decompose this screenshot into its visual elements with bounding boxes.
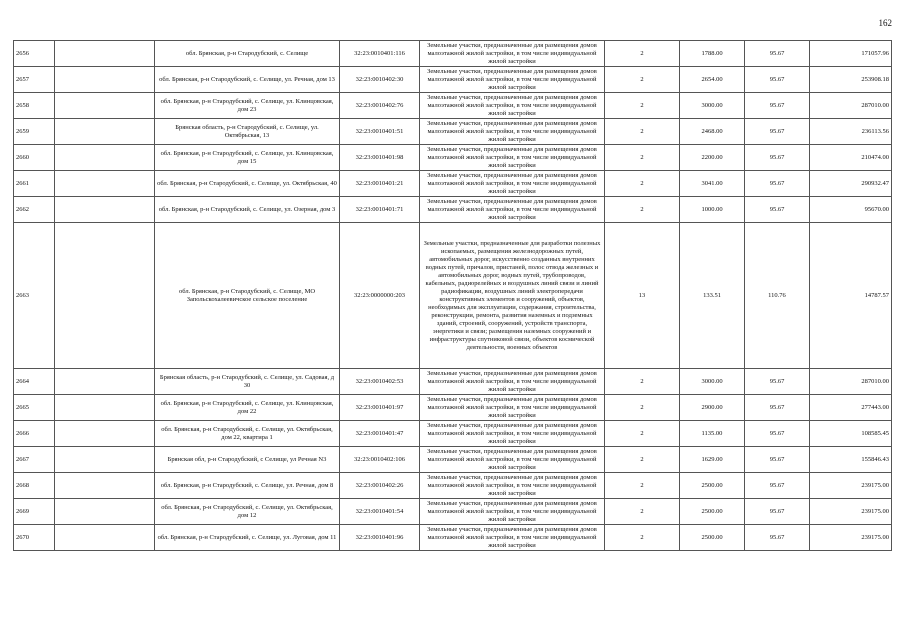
- rate-cell: 95.67: [745, 171, 810, 197]
- cadastral-number-cell: 32:23:0010401:51: [340, 119, 420, 145]
- cadastral-value-cell: 95670.00: [810, 197, 892, 223]
- row-number: 2668: [14, 473, 55, 499]
- cadastral-value-cell: 155846.43: [810, 447, 892, 473]
- empty-cell: [55, 145, 155, 171]
- area-cell: 1135.00: [680, 421, 745, 447]
- table-row: [14, 93, 892, 119]
- rate-cell: 95.67: [745, 395, 810, 421]
- cadastral-value-cell: 171057.96: [810, 41, 892, 67]
- category-code-cell: 2: [605, 41, 680, 67]
- cadastral-number-cell: 32:23:0010401:97: [340, 395, 420, 421]
- cadastral-value-cell: 14787.57: [810, 223, 892, 369]
- area-cell: 1629.00: [680, 447, 745, 473]
- address-cell: Брянская область, р-н Стародубский, с. Селище, ул. Садовая, д 30: [155, 369, 340, 395]
- area-cell: 3000.00: [680, 369, 745, 395]
- area-cell: 2500.00: [680, 473, 745, 499]
- cadastral-value-cell: 287010.00: [810, 369, 892, 395]
- land-use-cell: Земельные участки, предназначенные для размещения домов малоэтажной жилой застройки, в том числе индивидуальной жилой застройки: [420, 395, 605, 421]
- cadastral-number-cell: 32:23:0000000:203: [340, 223, 420, 369]
- area-cell: 2200.00: [680, 145, 745, 171]
- table-row: [14, 395, 892, 421]
- cadastral-value-cell: 239175.00: [810, 499, 892, 525]
- row-number: 2665: [14, 395, 55, 421]
- rate-cell: 95.67: [745, 119, 810, 145]
- cadastral-number-cell: 32:23:0010402:106: [340, 447, 420, 473]
- rate-cell: 95.67: [745, 41, 810, 67]
- table-row: [14, 223, 892, 369]
- row-number: 2658: [14, 93, 55, 119]
- cadastral-value-cell: 108585.45: [810, 421, 892, 447]
- row-number: 2659: [14, 119, 55, 145]
- address-cell: обл. Брянская, р-н Стародубский, с. Селище, ул. Октябрьская, дом 12: [155, 499, 340, 525]
- table-row: [14, 197, 892, 223]
- table-row: [14, 525, 892, 551]
- cadastral-number-cell: 32:23:0010401:54: [340, 499, 420, 525]
- row-number: 2656: [14, 41, 55, 67]
- area-cell: 2654.00: [680, 67, 745, 93]
- empty-cell: [55, 223, 155, 369]
- row-number: 2670: [14, 525, 55, 551]
- land-use-cell: Земельные участки, предназначенные для размещения домов малоэтажной жилой застройки, в том числе индивидуальной жилой застройки: [420, 197, 605, 223]
- category-code-cell: 2: [605, 395, 680, 421]
- cadastral-number-cell: 32:23:0010401:98: [340, 145, 420, 171]
- land-use-cell: Земельные участки, предназначенные для размещения домов малоэтажной жилой застройки, в том числе индивидуальной жилой застройки: [420, 473, 605, 499]
- table-row: [14, 473, 892, 499]
- cadastral-number-cell: 32:23:0010401:47: [340, 421, 420, 447]
- row-number: 2664: [14, 369, 55, 395]
- address-cell: обл. Брянская, р-н Стародубский, с. Селище, ул. Клинцовская, дом 15: [155, 145, 340, 171]
- area-cell: 133.51: [680, 223, 745, 369]
- area-cell: 2900.00: [680, 395, 745, 421]
- empty-cell: [55, 119, 155, 145]
- address-cell: обл. Брянская, р-н Стародубский, с. Селище, ул. Речная, дом 13: [155, 67, 340, 93]
- empty-cell: [55, 197, 155, 223]
- row-number: 2667: [14, 447, 55, 473]
- empty-cell: [55, 171, 155, 197]
- row-number: 2662: [14, 197, 55, 223]
- rate-cell: 95.67: [745, 145, 810, 171]
- empty-cell: [55, 473, 155, 499]
- page-number: 162: [878, 18, 892, 28]
- land-use-cell: Земельные участки, предназначенные для размещения домов малоэтажной жилой застройки, в том числе индивидуальной жилой застройки: [420, 447, 605, 473]
- area-cell: 2500.00: [680, 499, 745, 525]
- category-code-cell: 2: [605, 197, 680, 223]
- empty-cell: [55, 421, 155, 447]
- cadastral-value-cell: 290932.47: [810, 171, 892, 197]
- cadastral-registry-table: [13, 40, 892, 551]
- registry-table-body: [14, 41, 892, 551]
- category-code-cell: 2: [605, 93, 680, 119]
- table-row: [14, 171, 892, 197]
- cadastral-number-cell: 32:23:0010402:26: [340, 473, 420, 499]
- cadastral-number-cell: 32:23:0010402:53: [340, 369, 420, 395]
- row-number: 2669: [14, 499, 55, 525]
- area-cell: 1788.00: [680, 41, 745, 67]
- cadastral-value-cell: 239175.00: [810, 473, 892, 499]
- empty-cell: [55, 499, 155, 525]
- empty-cell: [55, 395, 155, 421]
- address-cell: обл. Брянская, р-н Стародубский, с. Селище, ул. Речная, дом 8: [155, 473, 340, 499]
- land-use-cell: Земельные участки, предназначенные для размещения домов малоэтажной жилой застройки, в том числе индивидуальной жилой застройки: [420, 421, 605, 447]
- category-code-cell: 2: [605, 145, 680, 171]
- empty-cell: [55, 41, 155, 67]
- empty-cell: [55, 93, 155, 119]
- rate-cell: 95.67: [745, 447, 810, 473]
- area-cell: 3041.00: [680, 171, 745, 197]
- rate-cell: 95.67: [745, 67, 810, 93]
- address-cell: обл. Брянская, р-н Стародубский, с. Селище: [155, 41, 340, 67]
- address-cell: обл. Брянская, р-н Стародубский, с. Селище, МО Запольскохалеевичское сельское поселение: [155, 223, 340, 369]
- land-use-cell: Земельные участки, предназначенные для размещения домов малоэтажной жилой застройки, в том числе индивидуальной жилой застройки: [420, 171, 605, 197]
- category-code-cell: 2: [605, 369, 680, 395]
- land-use-cell: Земельные участки, предназначенные для размещения домов малоэтажной жилой застройки, в том числе индивидуальной жилой застройки: [420, 369, 605, 395]
- empty-cell: [55, 67, 155, 93]
- row-number: 2661: [14, 171, 55, 197]
- address-cell: обл. Брянская, р-н Стародубский, с. Селище, ул. Луговая, дом 11: [155, 525, 340, 551]
- rate-cell: 95.67: [745, 369, 810, 395]
- rate-cell: 95.67: [745, 473, 810, 499]
- land-use-cell: Земельные участки, предназначенные для размещения домов малоэтажной жилой застройки, в том числе индивидуальной жилой застройки: [420, 93, 605, 119]
- rate-cell: 95.67: [745, 421, 810, 447]
- table-row: [14, 119, 892, 145]
- cadastral-number-cell: 32:23:0010402:30: [340, 67, 420, 93]
- cadastral-value-cell: 287010.00: [810, 93, 892, 119]
- land-use-cell: Земельные участки, предназначенные для размещения домов малоэтажной жилой застройки, в том числе индивидуальной жилой застройки: [420, 499, 605, 525]
- address-cell: Брянская обл, р-н Стародубский, с Селище, ул Речная N3: [155, 447, 340, 473]
- land-use-cell: Земельные участки, предназначенные для размещения домов малоэтажной жилой застройки, в том числе индивидуальной жилой застройки: [420, 119, 605, 145]
- cadastral-number-cell: 32:23:0010401:21: [340, 171, 420, 197]
- row-number: 2663: [14, 223, 55, 369]
- address-cell: обл. Брянская, р-н Стародубский, с. Селище, ул. Октябрьская, 40: [155, 171, 340, 197]
- address-cell: обл. Брянская, р-н Стародубский, с. Селище, ул. Клинцовская, дом 22: [155, 395, 340, 421]
- land-use-cell: Земельные участки, предназначенные для размещения домов малоэтажной жилой застройки, в том числе индивидуальной жилой застройки: [420, 67, 605, 93]
- category-code-cell: 2: [605, 421, 680, 447]
- address-cell: Брянская область, р-н Стародубский, с. Селище, ул. Октябрьская, 13: [155, 119, 340, 145]
- address-cell: обл. Брянская, р-н Стародубский, с. Селище, ул. Октябрьская, дом 22, квартира 1: [155, 421, 340, 447]
- category-code-cell: 2: [605, 447, 680, 473]
- land-use-cell: Земельные участки, предназначенные для разработки полезных ископаемых, размещения железнодорожных путей, автомобильных дорог, искусственно созданных внутренних водных путей, причалов, пристаней, полос отвода железных и автомобильных дорог, водных путей, трубопроводов, кабельных, радиорелейных и воздушных линий связи и линий радиофикации, воздушных линий электропередачи конструктивных элементов и сооружений, объектов, необходимых для эксплуатации, содержания, строительства, реконструкции, ремонта, развития наземных и подземных зданий, строений, сооружений, устройств транспорта, энергетики и связи; размещения наземных сооружений и инфраструктуры спутниковой связи, объектов космической деятельности, военных объектов: [420, 223, 605, 369]
- category-code-cell: 2: [605, 499, 680, 525]
- address-cell: обл. Брянская, р-н Стародубский, с. Селище, ул. Клинцовская, дом 23: [155, 93, 340, 119]
- table-row: [14, 41, 892, 67]
- empty-cell: [55, 369, 155, 395]
- category-code-cell: 2: [605, 171, 680, 197]
- row-number: 2666: [14, 421, 55, 447]
- land-use-cell: Земельные участки, предназначенные для размещения домов малоэтажной жилой застройки, в том числе индивидуальной жилой застройки: [420, 145, 605, 171]
- area-cell: 2468.00: [680, 119, 745, 145]
- cadastral-value-cell: 253908.18: [810, 67, 892, 93]
- table-row: [14, 145, 892, 171]
- rate-cell: 95.67: [745, 197, 810, 223]
- cadastral-value-cell: 236113.56: [810, 119, 892, 145]
- rate-cell: 95.67: [745, 525, 810, 551]
- category-code-cell: 2: [605, 67, 680, 93]
- table-row: [14, 499, 892, 525]
- address-cell: обл. Брянская, р-н Стародубский, с. Селище, ул. Озерная, дом 3: [155, 197, 340, 223]
- cadastral-value-cell: 277443.00: [810, 395, 892, 421]
- table-row: [14, 447, 892, 473]
- row-number: 2657: [14, 67, 55, 93]
- rate-cell: 95.67: [745, 93, 810, 119]
- category-code-cell: 2: [605, 119, 680, 145]
- table-row: [14, 421, 892, 447]
- empty-cell: [55, 525, 155, 551]
- land-use-cell: Земельные участки, предназначенные для размещения домов малоэтажной жилой застройки, в том числе индивидуальной жилой застройки: [420, 41, 605, 67]
- cadastral-number-cell: 32:23:0010401:71: [340, 197, 420, 223]
- category-code-cell: 2: [605, 473, 680, 499]
- table-row: [14, 369, 892, 395]
- category-code-cell: 13: [605, 223, 680, 369]
- land-use-cell: Земельные участки, предназначенные для размещения домов малоэтажной жилой застройки, в том числе индивидуальной жилой застройки: [420, 525, 605, 551]
- cadastral-value-cell: 210474.00: [810, 145, 892, 171]
- rate-cell: 110.76: [745, 223, 810, 369]
- rate-cell: 95.67: [745, 499, 810, 525]
- area-cell: 1000.00: [680, 197, 745, 223]
- cadastral-number-cell: 32:23:0010401:96: [340, 525, 420, 551]
- cadastral-number-cell: 32:23:0010401:116: [340, 41, 420, 67]
- empty-cell: [55, 447, 155, 473]
- row-number: 2660: [14, 145, 55, 171]
- cadastral-value-cell: 239175.00: [810, 525, 892, 551]
- category-code-cell: 2: [605, 525, 680, 551]
- table-row: [14, 67, 892, 93]
- cadastral-number-cell: 32:23:0010402:76: [340, 93, 420, 119]
- area-cell: 2500.00: [680, 525, 745, 551]
- area-cell: 3000.00: [680, 93, 745, 119]
